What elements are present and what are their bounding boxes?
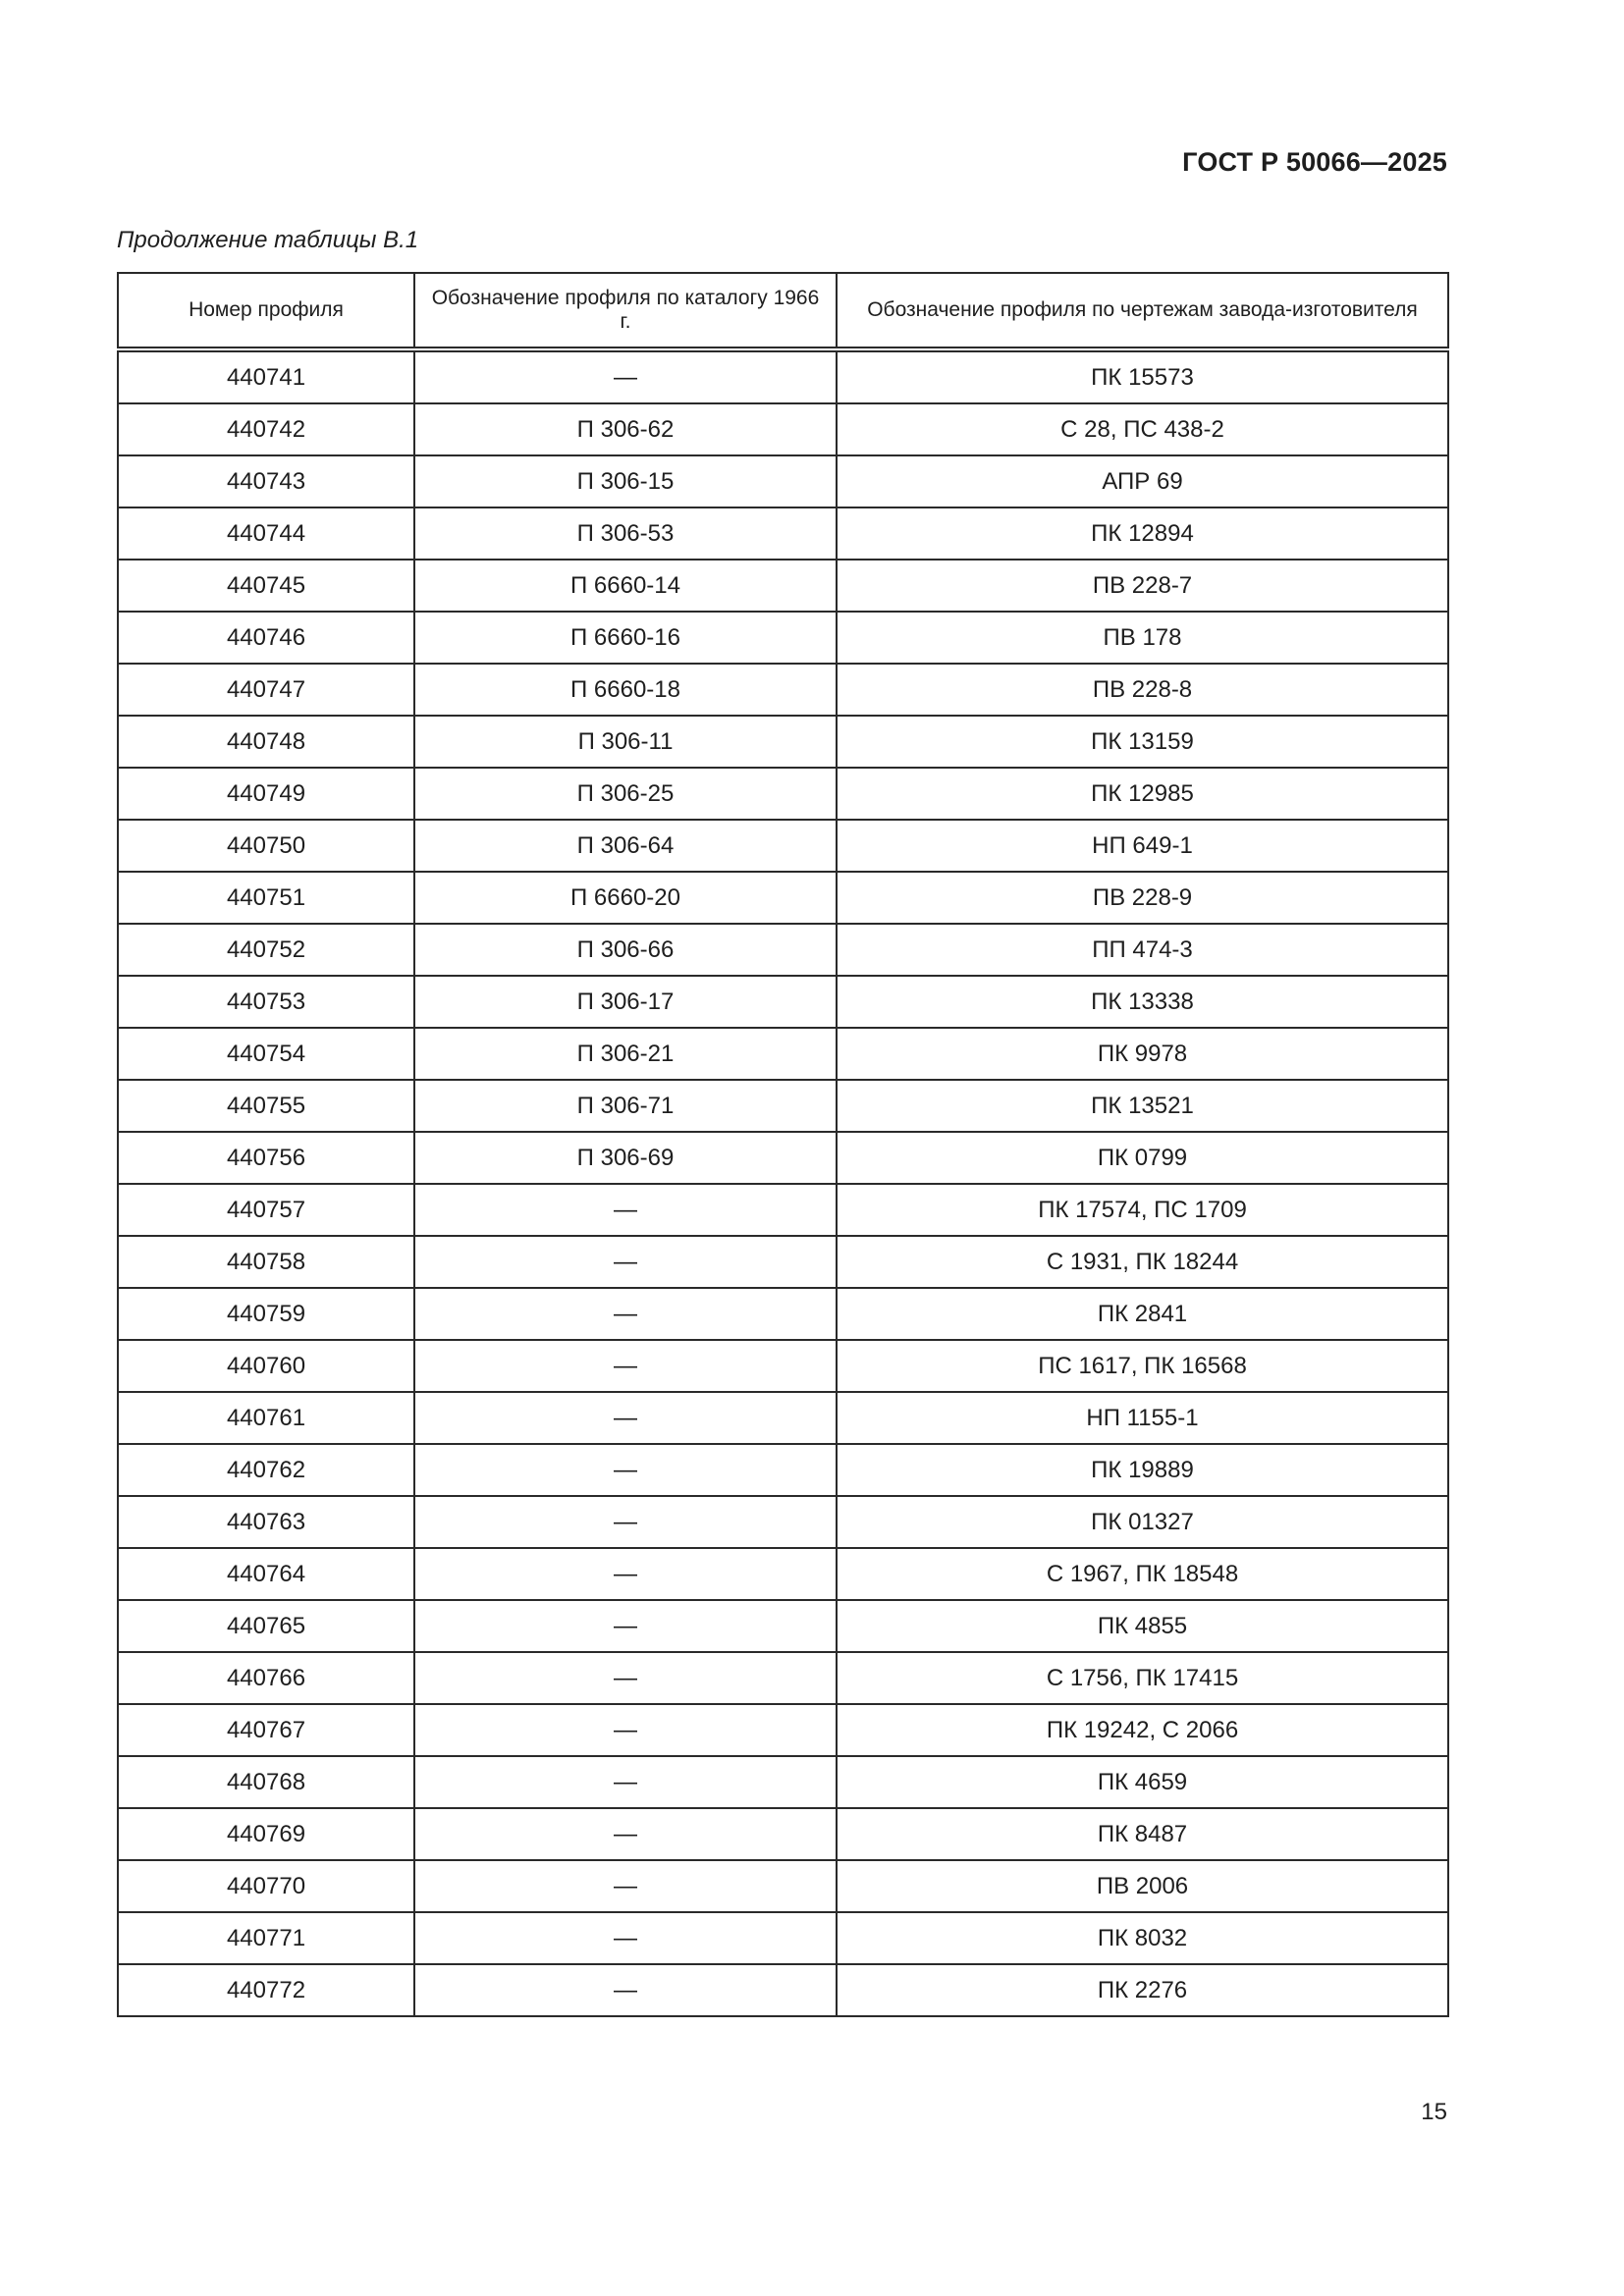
cell-profile-number: 440749 <box>118 768 414 820</box>
table-row <box>118 1704 1448 1756</box>
table-header <box>118 273 1448 349</box>
cell-profile-number: 440752 <box>118 924 414 976</box>
table-row <box>118 664 1448 716</box>
cell-profile-number: 440755 <box>118 1080 414 1132</box>
cell-profile-number: 440750 <box>118 820 414 872</box>
table-row <box>118 612 1448 664</box>
cell-factory-drawing: ПК 13521 <box>837 1080 1448 1132</box>
table-row <box>118 560 1448 612</box>
cell-factory-drawing: ПК 2276 <box>837 1964 1448 2016</box>
cell-profile-number: 440772 <box>118 1964 414 2016</box>
cell-factory-drawing: ПК 4659 <box>837 1756 1448 1808</box>
table-row <box>118 1444 1448 1496</box>
cell-factory-drawing: ПК 12894 <box>837 507 1448 560</box>
cell-factory-drawing: ПВ 178 <box>837 612 1448 664</box>
cell-factory-drawing: ПК 15573 <box>837 349 1448 403</box>
cell-catalog-1966: П 6660-14 <box>414 560 837 612</box>
cell-profile-number: 440748 <box>118 716 414 768</box>
cell-catalog-1966: П 306-15 <box>414 455 837 507</box>
column-header-profile-number: Номер профиля <box>118 273 414 349</box>
cell-profile-number: 440751 <box>118 872 414 924</box>
cell-catalog-1966: — <box>414 1652 837 1704</box>
cell-catalog-1966: П 306-64 <box>414 820 837 872</box>
cell-profile-number: 440754 <box>118 1028 414 1080</box>
cell-catalog-1966: — <box>414 1496 837 1548</box>
cell-factory-drawing: ПК 4855 <box>837 1600 1448 1652</box>
cell-profile-number: 440761 <box>118 1392 414 1444</box>
cell-profile-number: 440742 <box>118 403 414 455</box>
profiles-table <box>117 272 1449 2017</box>
cell-catalog-1966: П 306-17 <box>414 976 837 1028</box>
table-row <box>118 1392 1448 1444</box>
table-row <box>118 1548 1448 1600</box>
cell-factory-drawing: ПК 0799 <box>837 1132 1448 1184</box>
cell-catalog-1966: П 306-62 <box>414 403 837 455</box>
table-row <box>118 1808 1448 1860</box>
cell-profile-number: 440768 <box>118 1756 414 1808</box>
cell-factory-drawing: ПК 8487 <box>837 1808 1448 1860</box>
cell-factory-drawing: ПК 13159 <box>837 716 1448 768</box>
cell-factory-drawing: НП 649-1 <box>837 820 1448 872</box>
cell-profile-number: 440757 <box>118 1184 414 1236</box>
cell-catalog-1966: П 6660-16 <box>414 612 837 664</box>
cell-profile-number: 440744 <box>118 507 414 560</box>
table-row <box>118 1184 1448 1236</box>
cell-profile-number: 440743 <box>118 455 414 507</box>
table-body <box>118 349 1448 2016</box>
table-row <box>118 1756 1448 1808</box>
table-row <box>118 1860 1448 1912</box>
cell-catalog-1966: П 306-21 <box>414 1028 837 1080</box>
table-row <box>118 1964 1448 2016</box>
cell-factory-drawing: ПК 19889 <box>837 1444 1448 1496</box>
cell-catalog-1966: П 306-69 <box>414 1132 837 1184</box>
column-header-factory-drawing: Обозначение профиля по чертежам завода-изготовителя <box>837 273 1448 349</box>
cell-profile-number: 440771 <box>118 1912 414 1964</box>
cell-factory-drawing: ПК 9978 <box>837 1028 1448 1080</box>
table-row <box>118 872 1448 924</box>
table-row <box>118 403 1448 455</box>
table-row <box>118 1132 1448 1184</box>
cell-profile-number: 440741 <box>118 349 414 403</box>
cell-catalog-1966: П 6660-20 <box>414 872 837 924</box>
table-row <box>118 1236 1448 1288</box>
table-row <box>118 1496 1448 1548</box>
cell-factory-drawing: ПВ 228-9 <box>837 872 1448 924</box>
cell-factory-drawing: ПК 2841 <box>837 1288 1448 1340</box>
cell-factory-drawing: ПВ 2006 <box>837 1860 1448 1912</box>
cell-factory-drawing: ПВ 228-7 <box>837 560 1448 612</box>
cell-catalog-1966: — <box>414 1912 837 1964</box>
table-row <box>118 1288 1448 1340</box>
cell-catalog-1966: — <box>414 1600 837 1652</box>
cell-catalog-1966: — <box>414 1704 837 1756</box>
cell-profile-number: 440769 <box>118 1808 414 1860</box>
cell-factory-drawing: АПР 69 <box>837 455 1448 507</box>
cell-factory-drawing: С 1967, ПК 18548 <box>837 1548 1448 1600</box>
cell-profile-number: 440770 <box>118 1860 414 1912</box>
cell-catalog-1966: — <box>414 1288 837 1340</box>
cell-factory-drawing: ПВ 228-8 <box>837 664 1448 716</box>
cell-catalog-1966: П 306-25 <box>414 768 837 820</box>
cell-catalog-1966: — <box>414 1756 837 1808</box>
cell-profile-number: 440765 <box>118 1600 414 1652</box>
cell-profile-number: 440764 <box>118 1548 414 1600</box>
table-row <box>118 1340 1448 1392</box>
cell-factory-drawing: ПС 1617, ПК 16568 <box>837 1340 1448 1392</box>
cell-catalog-1966: — <box>414 1548 837 1600</box>
cell-profile-number: 440753 <box>118 976 414 1028</box>
document-standard-header: ГОСТ Р 50066—2025 <box>1182 147 1447 177</box>
cell-catalog-1966: — <box>414 1860 837 1912</box>
cell-catalog-1966: — <box>414 1392 837 1444</box>
table-row <box>118 1912 1448 1964</box>
cell-factory-drawing: НП 1155-1 <box>837 1392 1448 1444</box>
table-caption: Продолжение таблицы В.1 <box>117 227 419 253</box>
table-row <box>118 1080 1448 1132</box>
cell-catalog-1966: П 306-11 <box>414 716 837 768</box>
table-row <box>118 1028 1448 1080</box>
cell-profile-number: 440763 <box>118 1496 414 1548</box>
cell-catalog-1966: П 306-71 <box>414 1080 837 1132</box>
table-header-row <box>118 273 1448 349</box>
column-header-catalog-1966: Обозначение профиля по каталогу 1966 г. <box>414 273 837 349</box>
cell-factory-drawing: ПК 01327 <box>837 1496 1448 1548</box>
cell-factory-drawing: ПП 474-3 <box>837 924 1448 976</box>
table-row <box>118 716 1448 768</box>
cell-factory-drawing: ПК 17574, ПС 1709 <box>837 1184 1448 1236</box>
cell-profile-number: 440766 <box>118 1652 414 1704</box>
cell-factory-drawing: ПК 19242, С 2066 <box>837 1704 1448 1756</box>
cell-profile-number: 440760 <box>118 1340 414 1392</box>
cell-profile-number: 440759 <box>118 1288 414 1340</box>
page-number: 15 <box>1421 2099 1447 2125</box>
cell-profile-number: 440745 <box>118 560 414 612</box>
cell-catalog-1966: П 6660-18 <box>414 664 837 716</box>
cell-catalog-1966: — <box>414 349 837 403</box>
cell-profile-number: 440747 <box>118 664 414 716</box>
table-row <box>118 1652 1448 1704</box>
cell-profile-number: 440762 <box>118 1444 414 1496</box>
cell-profile-number: 440746 <box>118 612 414 664</box>
cell-factory-drawing: ПК 8032 <box>837 1912 1448 1964</box>
table-row <box>118 455 1448 507</box>
cell-factory-drawing: С 28, ПС 438-2 <box>837 403 1448 455</box>
cell-catalog-1966: П 306-66 <box>414 924 837 976</box>
cell-catalog-1966: — <box>414 1964 837 2016</box>
table-row <box>118 976 1448 1028</box>
cell-catalog-1966: — <box>414 1184 837 1236</box>
cell-profile-number: 440758 <box>118 1236 414 1288</box>
cell-catalog-1966: П 306-53 <box>414 507 837 560</box>
table-row <box>118 1600 1448 1652</box>
cell-catalog-1966: — <box>414 1808 837 1860</box>
cell-factory-drawing: ПК 12985 <box>837 768 1448 820</box>
cell-factory-drawing: С 1931, ПК 18244 <box>837 1236 1448 1288</box>
cell-catalog-1966: — <box>414 1236 837 1288</box>
cell-profile-number: 440767 <box>118 1704 414 1756</box>
table-row <box>118 507 1448 560</box>
cell-factory-drawing: ПК 13338 <box>837 976 1448 1028</box>
cell-profile-number: 440756 <box>118 1132 414 1184</box>
cell-factory-drawing: С 1756, ПК 17415 <box>837 1652 1448 1704</box>
table-row <box>118 924 1448 976</box>
table-row <box>118 349 1448 403</box>
table-row <box>118 768 1448 820</box>
cell-catalog-1966: — <box>414 1444 837 1496</box>
cell-catalog-1966: — <box>414 1340 837 1392</box>
table-row <box>118 820 1448 872</box>
